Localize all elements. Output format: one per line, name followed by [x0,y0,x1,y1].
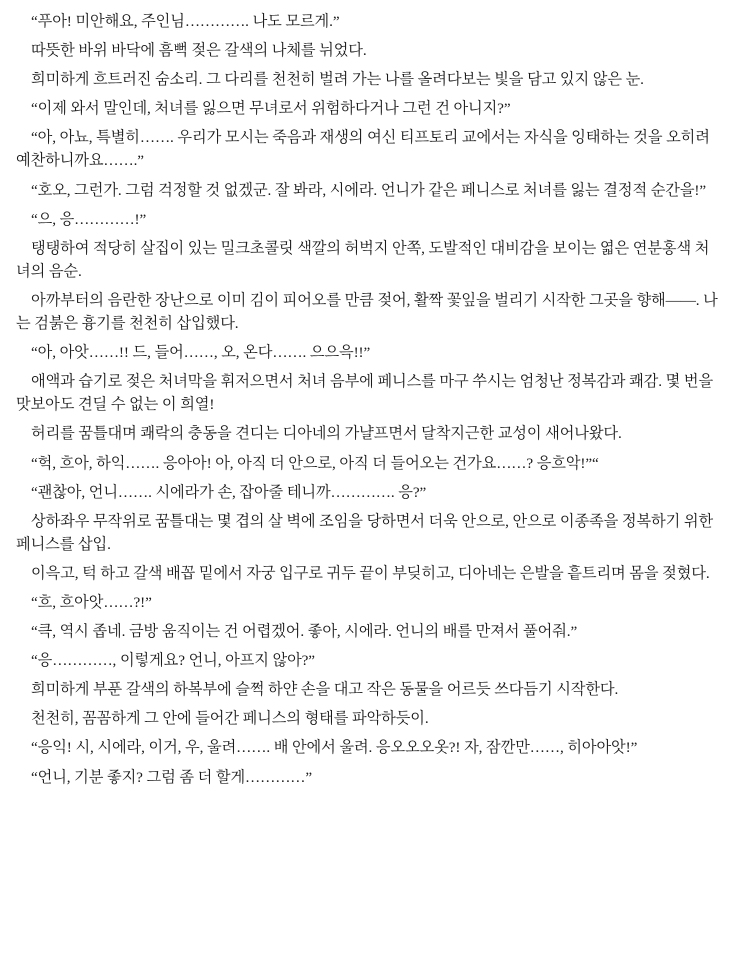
paragraph: 천천히, 꼼꼼하게 그 안에 들어간 페니스의 형태를 파악하듯이. [31,710,429,728]
paragraph: 희미하게 부푼 갈색의 하복부에 슬쩍 하얀 손을 대고 작은 동물을 어르듯 쓰다듬기 시작한다. [31,681,619,699]
paragraph: “괜찮아, 언니……. 시에라가 손, 잡아줄 테니까…………. 응?” [31,483,427,501]
paragraph: 상하좌우 무작위로 꿈틀대는 몇 겹의 살 벽에 조임을 당하면서 더욱 안으로, 안으로 이종족을 정복하기 위한 페니스를 삽입. [16,512,714,553]
paragraph: “아, 아앗……!! 드, 들어……, 오, 온다……. 으으윽!!” [31,344,371,362]
paragraph: 탱탱하여 적당히 살집이 있는 밀크초콜릿 색깔의 허벅지 안쪽, 도발적인 대비감을 보이는 엷은 연분홍색 처녀의 음순. [16,239,710,280]
paragraph: “호오, 그런가. 그럼 걱정할 것 없겠군. 잘 봐라, 시에라. 언니가 같은 페니스로 처녀를 잃는 결정적 순간을!” [31,181,707,199]
paragraph: “헉, 흐아, 하익……. 응아아! 아, 아직 더 안으로, 아직 더 들어오는 건가요……? 응흐악!”“ [31,454,599,472]
paragraph: 이윽고, 턱 하고 갈색 배꼽 밑에서 자궁 입구로 귀두 끝이 부딪히고, 디아네는 은발을 흩트리며 몸을 젖혔다. [31,564,710,582]
paragraph: 애액과 습기로 젖은 처녀막을 휘저으면서 처녀 음부에 페니스를 마구 쑤시는 엄청난 정복감과 쾌감. 몇 번을 맛보아도 견딜 수 없는 이 희열! [16,373,714,414]
paragraph: “으, 응…………!” [31,210,147,228]
paragraph: “흐, 흐아앗……?!” [31,593,152,611]
paragraph: 따뜻한 바위 바닥에 흠뻑 젖은 갈색의 나체를 뉘었다. [31,42,367,60]
paragraph: “큭, 역시 좁네. 금방 움직이는 건 어렵겠어. 좋아, 시에라. 언니의 배를 만져서 풀어줘.” [31,623,578,641]
paragraph: “응익! 시, 시에라, 이거, 우, 울려……. 배 안에서 울려. 응오오오옷?! 자, 잠깐만……, 히아아앗!” [31,739,638,757]
paragraph: “아, 아뇨, 특별히……. 우리가 모시는 죽음과 재생의 여신 티프토리 교에서는 자식을 잉태하는 것을 오히려 예찬하니까요…….” [16,129,710,170]
paragraph: “푸아! 미안해요, 주인님…………. 나도 모르게.” [31,13,340,30]
paragraph: “이제 와서 말인데, 처녀를 잃으면 무녀로서 위험하다거나 그런 건 아니지?” [31,100,511,118]
paragraph: 희미하게 흐트러진 숨소리. 그 다리를 천천히 벌려 가는 나를 올려다보는 빛을 담고 있지 않은 눈. [31,71,644,89]
paragraph: “응…………, 이렇게요? 언니, 아프지 않아?” [31,652,315,670]
paragraph: “언니, 기분 좋지? 그럼 좀 더 할게…………” [31,768,313,786]
paragraph: 아까부터의 음란한 장난으로 이미 김이 피어오를 만큼 젖어, 활짝 꽃잎을 벌리기 시작한 그곳을 향해——. 나는 검붉은 흉기를 천천히 삽입했다. [16,291,718,333]
paragraph: 허리를 꿈틀대며 쾌락의 충동을 견디는 디아네의 가냘프면서 달착지근한 교성이 새어나왔다. [31,425,622,443]
